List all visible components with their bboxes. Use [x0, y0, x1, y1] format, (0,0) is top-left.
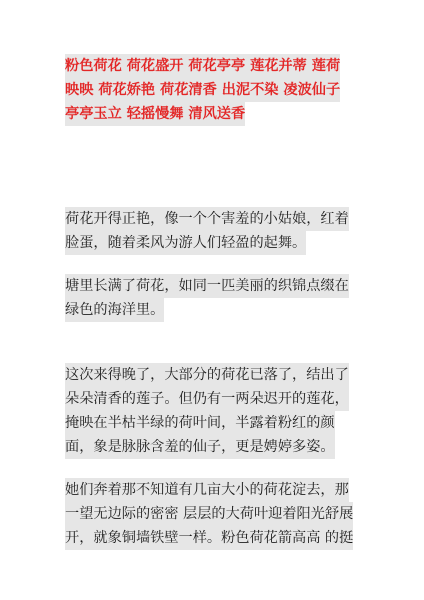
paragraph-line: 开，就象铜墙铁壁一样。粉色荷花箭高高 的挺	[65, 526, 361, 550]
paragraph-line: 朵朵清香的莲子。但仍有一两朵迟开的莲花，	[65, 387, 361, 411]
tag-line: 亭亭玉立 轻摇慢舞 清风送香	[65, 102, 361, 126]
paragraph-3	[65, 363, 361, 459]
paragraph-line: 脸蛋，随着柔风为游人们轻盈的起舞。	[65, 231, 361, 255]
paragraph-line: 塘里长满了荷花，如同一匹美丽的织锦点缀在	[65, 274, 361, 298]
paragraph-line: 她们奔着那不知道有几亩大小的荷花淀去，那	[65, 478, 361, 502]
tag-list	[65, 54, 361, 126]
paragraph-line: 这次来得晚了，大部分的荷花已落了，结出了	[65, 363, 361, 387]
paragraph-1	[65, 207, 361, 255]
paragraph-line: 一望无边际的密密 层层的大荷叶迎着阳光舒展	[65, 502, 361, 526]
paragraph-2	[65, 274, 361, 322]
paragraph-4	[65, 478, 361, 550]
paragraph-line: 面，象是脉脉含羞的仙子，更是娉婷多姿。	[65, 435, 361, 459]
paragraph-line: 荷花开得正艳，像一个个害羞的小姑娘，红着	[65, 207, 361, 231]
paragraph-line: 掩映在半枯半绿的荷叶间，半露着粉红的颜	[65, 411, 361, 435]
tag-line: 映映 荷花娇艳 荷花清香 出泥不染 凌波仙子	[65, 78, 361, 102]
paragraph-line: 绿色的海洋里。	[65, 298, 361, 322]
tag-line: 粉色荷花 荷花盛开 荷花亭亭 莲花并蒂 莲荷	[65, 54, 361, 78]
